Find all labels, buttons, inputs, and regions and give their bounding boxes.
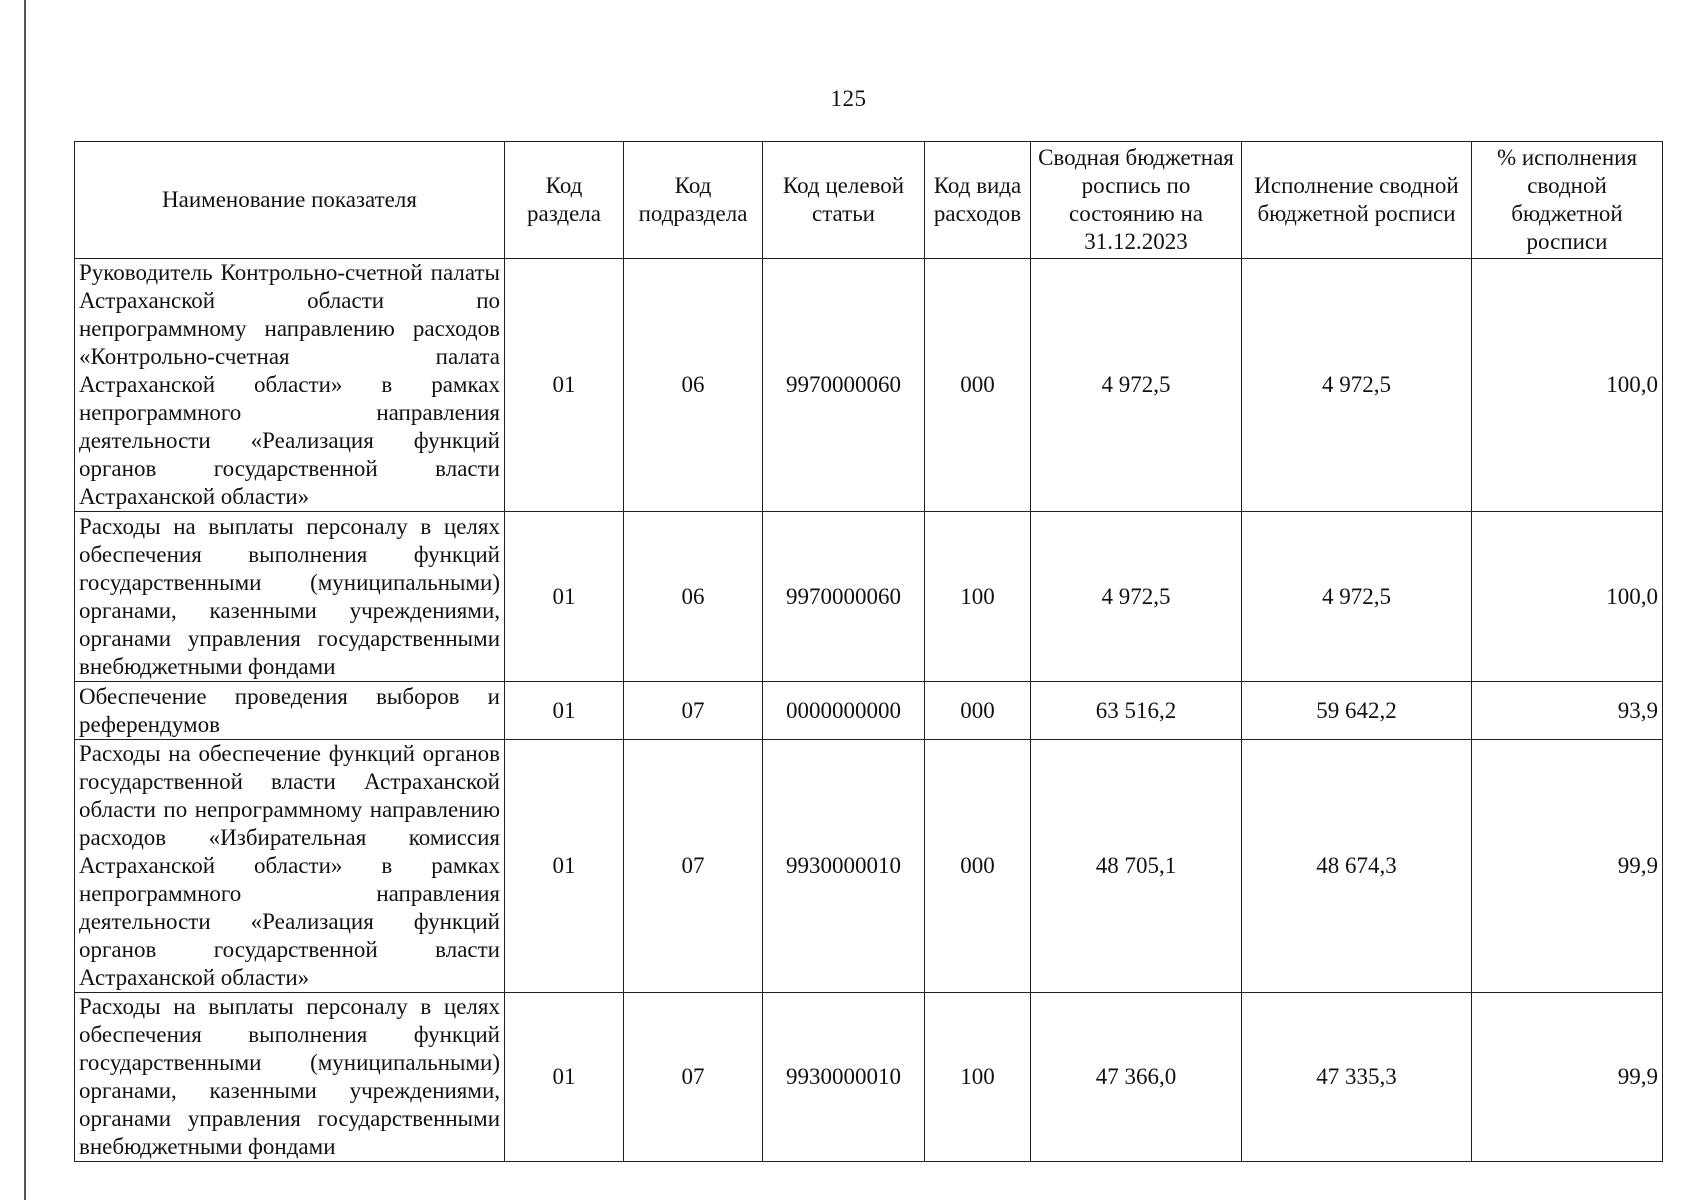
row-budget-value: 63 516,2 xyxy=(1031,682,1242,740)
table-row xyxy=(75,259,1663,512)
row-subsection-code: 07 xyxy=(624,682,763,740)
row-percent-value: 100,0 xyxy=(1472,259,1663,512)
budget-execution-table xyxy=(74,141,1663,1162)
row-budget-value: 4 972,5 xyxy=(1031,512,1242,682)
header-execution: Исполнение сводной бюджетной росписи xyxy=(1242,142,1472,259)
row-percent-value: 99,9 xyxy=(1472,740,1663,993)
row-section-code: 01 xyxy=(505,682,624,740)
row-percent-value: 93,9 xyxy=(1472,682,1663,740)
row-percent-value: 100,0 xyxy=(1472,512,1663,682)
row-budget-value: 47 366,0 xyxy=(1031,993,1242,1162)
header-target-code: Код целевой статьи xyxy=(763,142,925,259)
row-budget-value: 48 705,1 xyxy=(1031,740,1242,993)
table-row xyxy=(75,740,1663,993)
row-subsection-code: 07 xyxy=(624,993,763,1162)
row-expense-type-code: 000 xyxy=(925,682,1031,740)
row-target-code: 9970000060 xyxy=(763,259,925,512)
row-indicator-name: Расходы на обеспечение функций органов государственной власти Астраханской области по непрограммному направлению расходов «Избирательная комиссия Астраханской области» в рамках непрограммного направления деятельности «Реализация функций органов государственной власти Астраханской области» xyxy=(75,740,505,993)
row-expense-type-code: 100 xyxy=(925,512,1031,682)
binding-margin-line xyxy=(24,0,26,1200)
row-target-code: 0000000000 xyxy=(763,682,925,740)
header-expense-type-code: Код вида расходов xyxy=(925,142,1031,259)
row-section-code: 01 xyxy=(505,259,624,512)
header-indicator-name: Наименование показателя xyxy=(75,142,505,259)
table-row xyxy=(75,993,1663,1162)
header-execution-percent: % исполнения сводной бюджетной росписи xyxy=(1472,142,1663,259)
row-expense-type-code: 000 xyxy=(925,740,1031,993)
row-budget-value: 4 972,5 xyxy=(1031,259,1242,512)
row-executed-value: 47 335,3 xyxy=(1242,993,1472,1162)
row-section-code: 01 xyxy=(505,740,624,993)
row-subsection-code: 06 xyxy=(624,259,763,512)
header-budget-schedule: Сводная бюджетная роспись по состоянию на 31.12.2023 xyxy=(1031,142,1242,259)
row-executed-value: 48 674,3 xyxy=(1242,740,1472,993)
row-executed-value: 4 972,5 xyxy=(1242,512,1472,682)
row-target-code: 9930000010 xyxy=(763,740,925,993)
row-target-code: 9970000060 xyxy=(763,512,925,682)
row-percent-value: 99,9 xyxy=(1472,993,1663,1162)
row-target-code: 9930000010 xyxy=(763,993,925,1162)
header-subsection-code: Код подраздела xyxy=(624,142,763,259)
row-section-code: 01 xyxy=(505,993,624,1162)
row-indicator-name: Расходы на выплаты персоналу в целях обеспечения выполнения функций государственными (муниципальными) органами, казенными учреждениями, органами управления государственными внебюджетными фондами xyxy=(75,512,505,682)
row-section-code: 01 xyxy=(505,512,624,682)
row-indicator-name: Руководитель Контрольно-счетной палаты Астраханской области по непрограммному направлению расходов «Контрольно-счетная палата Астраханской области» в рамках непрограммного направления деятельности «Реализация функций органов государственной власти Астраханской области» xyxy=(75,259,505,512)
row-indicator-name: Обеспечение проведения выборов и референдумов xyxy=(75,682,505,740)
table-header-row xyxy=(75,142,1663,259)
row-executed-value: 59 642,2 xyxy=(1242,682,1472,740)
row-executed-value: 4 972,5 xyxy=(1242,259,1472,512)
row-subsection-code: 06 xyxy=(624,512,763,682)
page-number: 125 xyxy=(830,86,867,111)
row-subsection-code: 07 xyxy=(624,740,763,993)
row-expense-type-code: 100 xyxy=(925,993,1031,1162)
header-section-code: Код раздела xyxy=(505,142,624,259)
row-expense-type-code: 000 xyxy=(925,259,1031,512)
table-row xyxy=(75,512,1663,682)
row-indicator-name: Расходы на выплаты персоналу в целях обеспечения выполнения функций государственными (муниципальными) органами, казенными учреждениями, органами управления государственными внебюджетными фондами xyxy=(75,993,505,1162)
table-row xyxy=(75,682,1663,740)
